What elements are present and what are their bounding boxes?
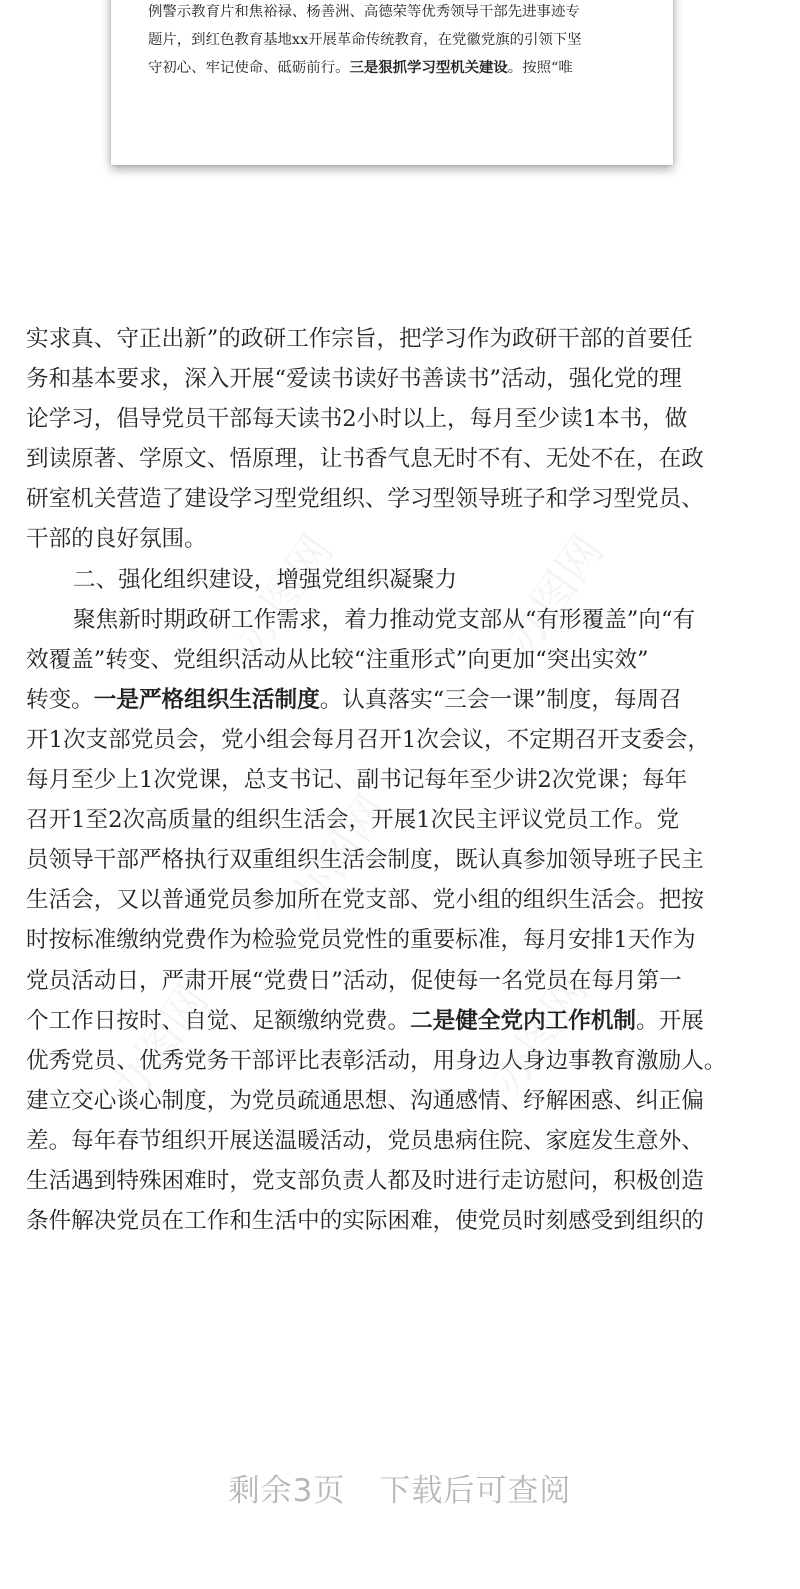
download-to-view-label: 下载后可查阅 [379, 1473, 572, 1509]
section-heading [26, 560, 778, 600]
text-line [26, 640, 778, 680]
paragraph [26, 600, 778, 1242]
text-run: 生活会，又以普通党员参加所在党支部、党小组的组织生活会。把按 [26, 887, 704, 914]
bold-phrase: 三是狠抓学习型机关建设 [349, 59, 508, 76]
preview-line [148, 54, 647, 82]
text-line [26, 880, 778, 920]
text-line [26, 1161, 778, 1201]
text-line [26, 760, 778, 800]
text-run: 。按照“唯 [507, 60, 573, 76]
text-line [26, 840, 778, 880]
text-run: 建立交心谈心制度，为党员疏通思想、沟通感情、纾解困惑、纠正偏 [26, 1087, 704, 1114]
text-line [26, 1201, 778, 1241]
preview-line [148, 26, 647, 54]
text-run: 聚焦新时期政研工作需求，着力推动党支部从“有形覆盖”向“有 [73, 606, 696, 633]
remaining-pages-label: 剩余3页 [228, 1473, 346, 1509]
preview-line [148, 0, 647, 26]
text-run: 条件解决党员在工作和生活中的实际困难，使党员时刻感受到组织的 [26, 1208, 704, 1235]
text-run: 优秀党员、优秀党务干部评比表彰活动，用身边人身边事教育激励人。 [26, 1047, 727, 1074]
text-run: 例警示教育片和焦裕禄、杨善洲、高德荣等优秀领导干部先进事迹专 [148, 4, 580, 20]
download-prompt[interactable] [0, 1465, 800, 1525]
text-run: 召开1至2次高质量的组织生活会，开展1次民主评议党员工作。党 [26, 807, 680, 834]
text-line [26, 1121, 778, 1161]
bold-phrase: 一是严格组织生活制度 [93, 686, 320, 713]
text-run: 党员活动日，严肃开展“党费日”活动，促使每一名党员在每月第一 [26, 967, 682, 994]
text-line [26, 680, 778, 720]
text-run: 员领导干部严格执行双重组织生活会制度，既认真参加领导班子民主 [26, 847, 704, 874]
text-run: 到读原著、学原文、悟原理，让书香气息无时不有、无处不在，在政 [26, 446, 704, 473]
text-line [26, 961, 778, 1001]
text-run: 二、强化组织建设，增强党组织凝聚力 [73, 566, 458, 593]
text-run: 论学习，倡导党员干部每天读书2小时以上，每月至少读1本书，做 [26, 406, 688, 433]
text-run: 转变。 [26, 686, 94, 713]
text-run: 效覆盖”转变、党组织活动从比较“注重形式”向更加“突出实效” [26, 646, 649, 673]
text-run: 干部的良好氛围。 [26, 526, 207, 553]
text-line [26, 359, 778, 399]
text-run: 个工作日按时、自觉、足额缴纳党费。 [26, 1007, 411, 1034]
text-line [26, 519, 778, 559]
text-line [26, 319, 778, 359]
previous-page-preview [111, 0, 673, 165]
text-run: 研室机关营造了建设学习型党组织、学习型领导班子和学习型党员、 [26, 486, 704, 513]
text-run: 差。每年春节组织开展送温暖活动，党员患病住院、家庭发生意外、 [26, 1127, 704, 1154]
text-line [26, 1041, 778, 1081]
text-line [26, 1081, 778, 1121]
text-run: 每月至少上1次党课，总支书记、副书记每年至少讲2次党课；每年 [26, 767, 688, 794]
text-run: 题片，到红色教育基地xx开展革命传统教育，在党徽党旗的引领下坚 [148, 32, 582, 48]
text-run: 时按标准缴纳党费作为检验党员党性的重要标准，每月安排1天作为 [26, 927, 696, 954]
text-line [26, 439, 778, 479]
text-line [26, 800, 778, 840]
text-run: 。开展 [636, 1007, 704, 1034]
preview-text [148, 0, 647, 82]
text-line [26, 479, 778, 519]
text-line [26, 560, 778, 600]
text-run: 生活遇到特殊困难时，党支部负责人都及时进行走访慰问，积极创造 [26, 1167, 704, 1194]
text-run: 开1次支部党员会，党小组会每月召开1次会议，不定期召开支委会， [26, 726, 710, 753]
text-run: 务和基本要求，深入开展“爱读书读好书善读书”活动，强化党的理 [26, 366, 682, 393]
bold-phrase: 二是健全党内工作机制 [410, 1007, 637, 1034]
document-body [26, 319, 778, 1241]
text-run: 守初心、牢记使命、砥砺前行。 [148, 60, 350, 76]
text-line [26, 920, 778, 960]
paragraph [26, 319, 778, 560]
text-line [26, 399, 778, 439]
text-run: 。认真落实“三会一课”制度，每周召 [319, 686, 682, 713]
text-line [26, 1001, 778, 1041]
text-line [26, 600, 778, 640]
text-line [26, 720, 778, 760]
text-run: 实求真、守正出新”的政研工作宗旨，把学习作为政研干部的首要任 [26, 326, 693, 352]
